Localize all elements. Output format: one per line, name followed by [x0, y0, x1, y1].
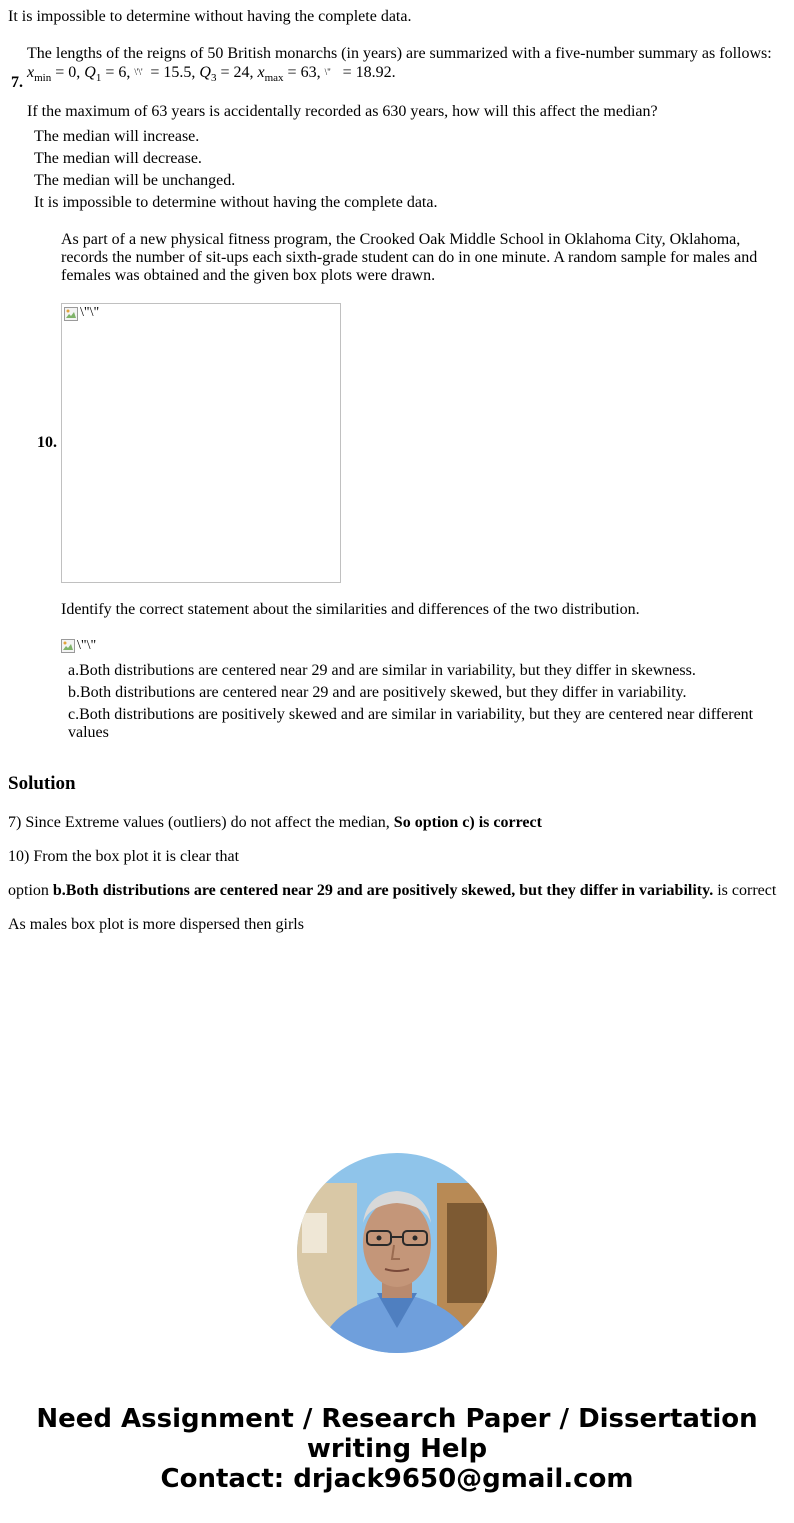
solution-heading: Solution	[8, 773, 76, 794]
question-7-option: It is impossible to determine without having the complete data.	[34, 194, 438, 211]
solution-line-10: 10) From the box plot it is clear that	[8, 848, 240, 865]
broken-image-icon	[64, 307, 78, 321]
box-plot-image	[61, 303, 341, 583]
image-alt-text: \"\"	[77, 638, 97, 653]
question-10-intro: As part of a new physical fitness program, the Crooked Oak Middle School in Oklahoma City, Oklahoma, records the number of sit-ups each sixth-grade student can do in one minute. A random sample for males and females was obtained and the given box plots were drawn.	[61, 231, 758, 284]
question-10-option: a.Both distributions are centered near 29 and are similar in variability, but they differ in skewness.	[68, 662, 696, 679]
question-7-option: The median will be unchanged.	[34, 172, 236, 189]
footer-contact: Contact: drjack9650@gmail.com	[160, 1464, 634, 1494]
five-number-summary: $x_{min} = 0$, $Q_1 = 6$, \'\' = 15.5, $Q_3 = 24$, $x_{max} = 63$, \" = 18.92.	[27, 64, 396, 84]
question-10-number: 10.	[37, 434, 57, 451]
author-avatar	[297, 1153, 497, 1353]
previous-answer-line: It is impossible to determine without having the complete data.	[8, 8, 412, 25]
broken-image-icon	[61, 639, 75, 653]
footer-line-1: Need Assignment / Research Paper / Dissertation	[36, 1404, 758, 1434]
question-7-option: The median will increase.	[34, 128, 200, 145]
solution-explanation: As males box plot is more dispersed then girls	[8, 916, 304, 933]
options-image	[61, 637, 101, 655]
question-10-text: Identify the correct statement about the similarities and differences of the two distribution.	[61, 601, 640, 618]
footer-line-2: writing Help	[306, 1434, 488, 1464]
solution-answer-line: option b.Both distributions are centered near 29 and are positively skewed, but they differ in variability. is correct	[8, 882, 777, 899]
question-10-option: b.Both distributions are centered near 29 and are positively skewed, but they differ in variability.	[68, 684, 687, 701]
author-portrait	[297, 1153, 497, 1353]
solution-line-7: 7) Since Extreme values (outliers) do not affect the median, So option c) is correct	[8, 814, 542, 831]
question-7-intro: The lengths of the reigns of 50 British monarchs (in years) are summarized with a five-number summary as follows:	[27, 45, 772, 62]
question-7-number: 7.	[11, 74, 23, 91]
image-alt-text: \"\"	[80, 305, 100, 320]
question-7-option: The median will decrease.	[34, 150, 202, 167]
median-symbol-broken-icon: \'\'	[134, 67, 143, 77]
question-7-text: If the maximum of 63 years is accidentally recorded as 630 years, how will this affect the median?	[27, 103, 658, 120]
question-10-option: c.Both distributions are positively skewed and are similar in variability, but they are centered near different values	[68, 706, 754, 741]
mean-symbol-broken-icon: \"	[324, 67, 331, 77]
